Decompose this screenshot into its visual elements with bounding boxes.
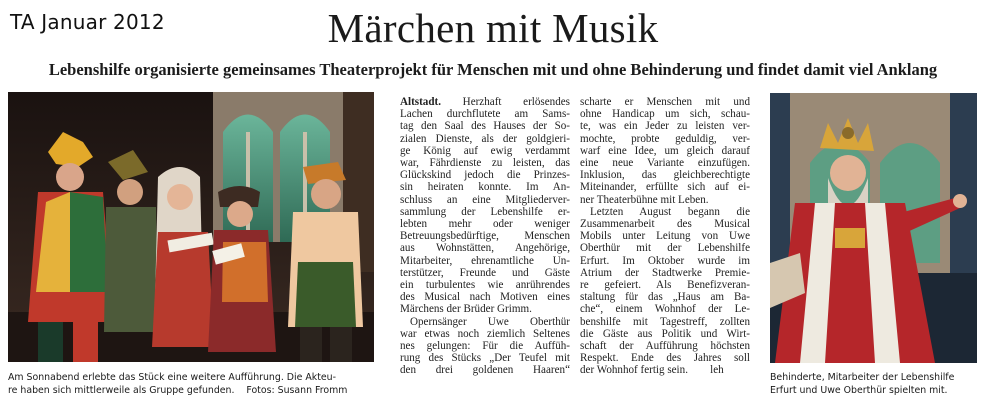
text-line: Zusammenarbeit des Musical [580, 218, 750, 231]
theater-group-illustration [8, 92, 374, 362]
text-line: aus Wohnstätten, Angehörige, [400, 242, 570, 255]
article-column-1 [400, 96, 570, 377]
text-line: Letzten August begann die [590, 205, 750, 218]
text-line: benshilfe mit Tagestreff, zollten [580, 315, 750, 328]
text-line: Glückskind jedoch die Prinzes- [400, 169, 570, 182]
text-line: sammlung der Lebenshilfe er- [400, 205, 570, 218]
text-line: Erfurt. Im Oktober wurde im [580, 254, 750, 267]
king-illustration [770, 93, 977, 363]
text-line: Oberthür mit der Lebenshilfe [580, 242, 750, 255]
text-line: ein turbulentes wie anrührendes [400, 279, 570, 292]
text-line: war, Fährdienste zu leisten, das [400, 157, 570, 170]
text-line: staltung für das „Haus am Ba- [580, 291, 750, 304]
subheadline: Lebenshilfe organisierte gemeinsames Theaterprojekt für Menschen mit und ohne Behinderung und findet damit viel Anklang [48, 60, 938, 79]
text-line: ohne Handicap um sich, schau- [580, 108, 750, 121]
text-line: te, was ein Jeder zu leisten ver- [580, 120, 750, 133]
caption-line: Erfurt und Uwe Oberthür spielten mit. [770, 384, 948, 396]
text-line: re gefeiert. Als Benefizveran- [580, 279, 750, 292]
text-line: warf eine Idee, um gleich darauf [580, 144, 750, 157]
text-line: war etwas noch ziemlich Seltenes [400, 327, 570, 340]
text-line: Herzhaft erlösendes [440, 96, 570, 108]
text-line: lebten mehr oder weniger [400, 218, 570, 231]
theater-group-photo [8, 92, 374, 362]
text-line: Miteinander, erfüllte sich auf ei- [580, 181, 750, 194]
text-line: tag den Saal des Hauses der So- [400, 120, 570, 133]
text-line: des Musical nach Motiven eines [400, 291, 570, 304]
source-label: TA Januar 2012 [10, 10, 165, 34]
dateline: Altstadt. [400, 96, 441, 108]
caption-line: Am Sonnabend erlebte das Stück eine weitere Aufführung. Die Akteu- [8, 372, 336, 383]
text-line: terstützer, Freunde und Gäste [400, 266, 570, 279]
text-line: Mitarbeiter, ehrenamtliche Un- [400, 254, 570, 267]
text-line: che“, einem Wohnhof der Le- [580, 303, 750, 316]
king-photo [770, 93, 977, 363]
text-line: Lachen durchflutete am Sams- [400, 108, 570, 121]
text-line: den drei goldenen Haaren“ [400, 364, 570, 377]
text-line: nes gelungen: Für die Auffüh- [400, 340, 570, 353]
text-line: schaft der Aufführung höchsten [580, 340, 750, 353]
text-line: Opernsänger Uwe Oberthür [410, 315, 570, 328]
text-line: der Wohnhof fertig sein. leh [580, 364, 724, 377]
text-line: eine neue Variante einzufügen. [580, 157, 750, 170]
caption-line: Behinderte, Mitarbeiter der Lebenshilfe [770, 372, 955, 383]
headline: Märchen mit Musik [327, 5, 659, 51]
text-line: Inklusion, das gleichberechtigte [580, 169, 750, 182]
photo-caption-left [8, 372, 380, 397]
text-line: mochte, probte geduldig, ver- [580, 132, 750, 145]
text-line: ge König auf ewig verdammt [400, 144, 570, 157]
article-column-2 [580, 96, 750, 377]
photo-caption-right [770, 372, 984, 397]
text-line: Atrium der Stadtwerke Premie- [580, 266, 750, 279]
text-line: sin heiraten konnte. Im An- [400, 181, 570, 194]
text-line: zialen Dienste, als der goldgieri- [400, 132, 570, 145]
text-line: Märchens der Brüder Grimm. [400, 303, 532, 316]
text-line: schluss an eine Mitgliederver- [400, 193, 570, 206]
text-line: scharte er Menschen mit und [580, 96, 750, 108]
text-line: ner Theaterbühne mit Leben. [580, 193, 709, 206]
caption-line: re haben sich mittlerweile als Gruppe gefunden. Fotos: Susann Fromm [8, 384, 348, 396]
text-line: Betreuungsbedürftige, Menschen [400, 230, 570, 243]
text-line: Mobils unter Leitung von Uwe [580, 230, 750, 243]
text-line: rung des Stücks „Der Teufel mit [400, 352, 570, 365]
text-line: Respekt. Ende des Jahres soll [580, 352, 750, 365]
text-line: die Gäste aus Politik und Wirt- [580, 327, 750, 340]
